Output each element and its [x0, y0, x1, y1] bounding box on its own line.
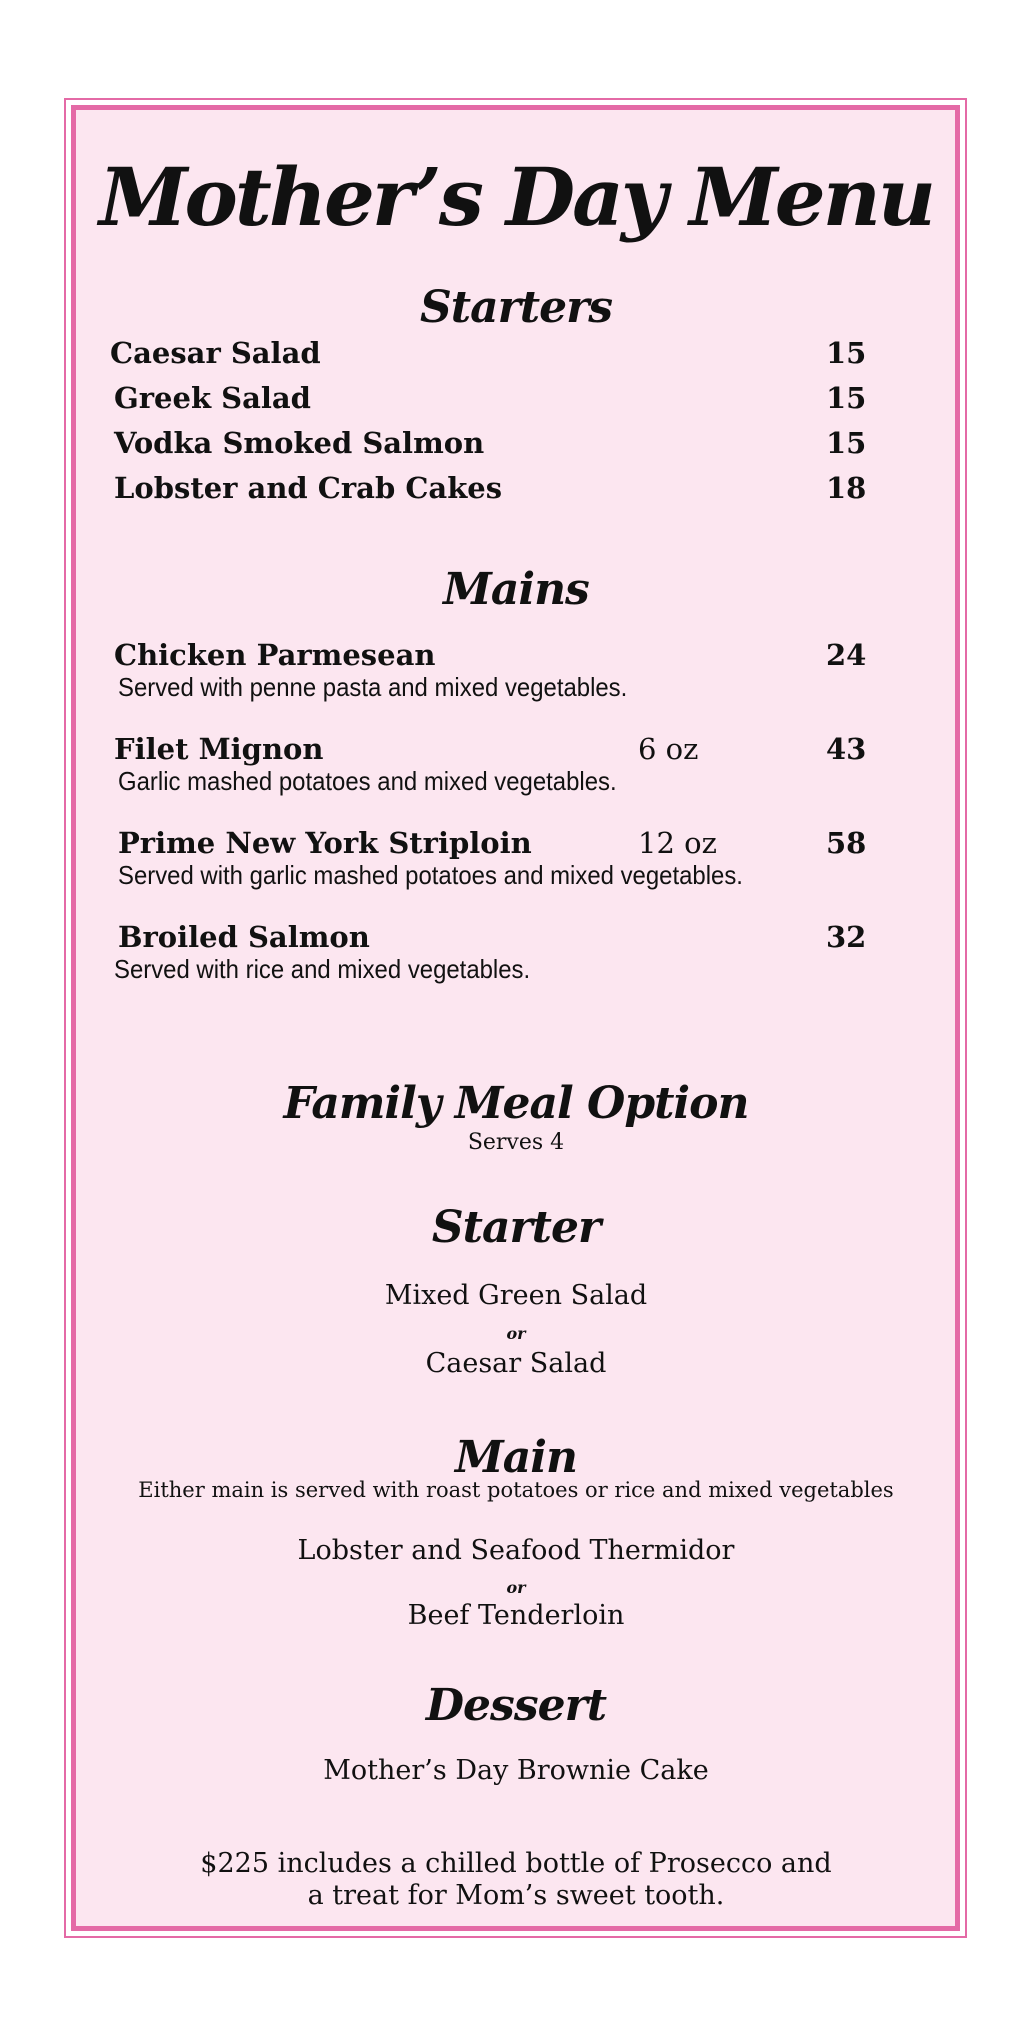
main-option: Beef Tenderloin — [407, 1600, 625, 1631]
or-separator: or — [506, 1578, 526, 1597]
family-meal-heading: Family Meal Option — [283, 1078, 749, 1129]
main-option: Lobster and Seafood Thermidor — [297, 1535, 735, 1566]
item-price: 18 — [826, 471, 867, 505]
starters-heading: Starters — [419, 282, 613, 333]
item-price: 43 — [826, 732, 867, 766]
item-description: Served with penne pasta and mixed vegetables. — [118, 672, 628, 702]
item-name: Greek Salad — [114, 381, 311, 415]
dessert-heading: Dessert — [425, 1680, 607, 1731]
item-name: Lobster and Crab Cakes — [114, 471, 503, 505]
dessert-item: Mother’s Day Brownie Cake — [323, 1755, 709, 1786]
item-name: Caesar Salad — [110, 336, 321, 370]
family-price-line: $225 includes a chilled bottle of Prosecco and — [200, 1848, 832, 1879]
item-size: 12 oz — [638, 826, 717, 860]
family-price-line: a treat for Mom’s sweet tooth. — [307, 1880, 725, 1911]
or-separator: or — [506, 1324, 526, 1343]
serves-note: Serves 4 — [467, 1130, 565, 1155]
family-main-heading: Main — [455, 1432, 577, 1483]
item-name: Filet Mignon — [114, 732, 324, 766]
item-name: Vodka Smoked Salmon — [114, 426, 485, 460]
starter-option: Mixed Green Salad — [384, 1280, 648, 1311]
menu-card — [71, 105, 960, 1931]
item-price: 32 — [826, 920, 867, 954]
starter-item — [0, 381, 1032, 421]
starter-item — [0, 426, 1032, 466]
item-price: 15 — [826, 381, 867, 415]
item-name: Prime New York Striploin — [118, 826, 532, 860]
item-price: 15 — [826, 426, 867, 460]
item-price: 58 — [826, 826, 867, 860]
item-price: 24 — [826, 638, 867, 672]
starter-item — [0, 336, 1032, 376]
item-description: Served with garlic mashed potatoes and mixed vegetables. — [118, 860, 743, 890]
starter-option: Caesar Salad — [425, 1348, 607, 1379]
item-name: Broiled Salmon — [118, 920, 370, 954]
family-starter-heading: Starter — [431, 1202, 601, 1253]
mains-heading: Mains — [443, 564, 589, 615]
item-price: 15 — [826, 336, 867, 370]
item-size: 6 oz — [638, 732, 699, 766]
main-serving-note: Either main is served with roast potatoes or rice and mixed vegetables — [138, 1478, 894, 1502]
starter-item — [0, 471, 1032, 511]
menu-title: Mother’s Day Menu — [98, 150, 934, 244]
item-name: Chicken Parmesean — [114, 638, 436, 672]
item-description: Garlic mashed potatoes and mixed vegetables. — [118, 766, 617, 796]
item-description: Served with rice and mixed vegetables. — [114, 954, 531, 984]
